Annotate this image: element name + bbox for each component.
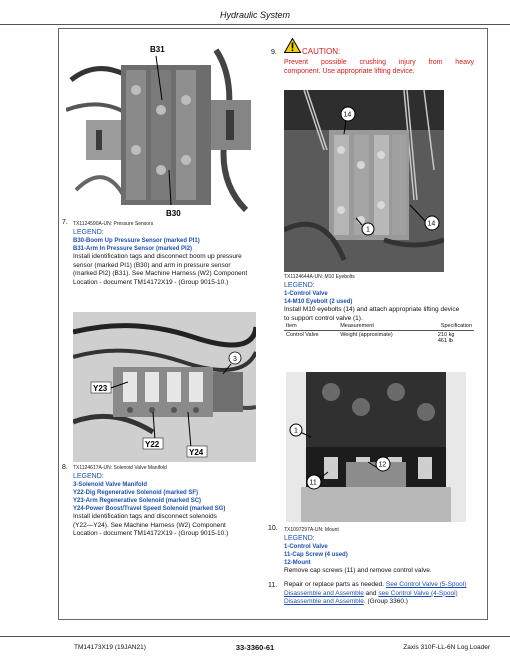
legend-item: 14-M10 Eyebolt (2 used) (284, 299, 353, 305)
step-7-line: Location - document TM14172X19 - (Group 9015-10.) (73, 278, 229, 286)
fig1-caption: TX1124590A-UN: Pressure Sensors (73, 221, 154, 227)
step-10-legend: LEGEND: (284, 535, 315, 542)
fig3-line: Install M10 eyebolts (14) and attach appropriate lifting device (284, 306, 460, 313)
spec-header-measurement: Measurement (338, 322, 422, 331)
step-8-line: Install identification tags and disconnect solenoids (73, 513, 217, 520)
footer-page-number: 33-3360-61 (235, 643, 275, 652)
callout-1: 1 (366, 226, 370, 234)
step-11-text: Repair or replace parts as needed. (284, 581, 385, 588)
step-8-legend: LEGEND: (73, 473, 104, 480)
callout-11: 11 (309, 479, 317, 487)
spec-header-specification: Specification (422, 322, 474, 331)
caution-line: Prevent possible crushing injury from heavy (284, 59, 474, 66)
caution-text (284, 58, 474, 76)
fig3-legend: LEGEND: (284, 282, 315, 289)
step-10-line: Remove cap screws (11) and remove control valve. (284, 567, 432, 574)
legend-item: 11-Cap Screw (4 used) (284, 552, 348, 558)
caution-line: component. Use appropriate lifting device. (284, 68, 415, 75)
footer-doc-id: TM14173X19 (19JAN21) (74, 644, 146, 651)
step-11-number: 11. (268, 582, 278, 589)
spec-header-item: Item (284, 322, 338, 331)
b30-label: B30 (166, 209, 181, 218)
fig3-caption: TX1124644A-UN: M10 Eyebolts (284, 274, 355, 280)
fig3-legend-block (284, 281, 479, 323)
step-7-line: Install identification tags and disconnect boom up pressure (73, 253, 242, 260)
legend-item: 1-Control Valve (284, 291, 328, 297)
step-9-number: 9. (271, 49, 277, 56)
footer-rule (0, 636, 510, 637)
legend-item: 1-Control Valve (284, 544, 328, 550)
pressure-sensors-photo (66, 40, 261, 220)
step-7-legend: LEGEND: (73, 229, 104, 236)
spec-value-lb: 461 lb (437, 338, 453, 344)
footer-model: Zaxis 310F-LL-6N Log Loader (403, 644, 490, 651)
callout-1-mount: 1 (294, 427, 298, 435)
step-8-number: 8. (62, 464, 68, 471)
fig2-caption: TX1124617A-UN: Solenoid Valve Manifold (73, 465, 167, 471)
callout-3: 3 (233, 356, 237, 363)
callout-14b: 14 (427, 220, 436, 228)
step-11-block (284, 581, 479, 607)
legend-item: B31-Arm In Pressure Sensor (marked PI2) (73, 246, 193, 252)
spec-item: Control Valve (286, 332, 319, 338)
spec-table (284, 322, 474, 345)
warning-icon (284, 38, 301, 58)
legend-item: 12-Mount (284, 560, 311, 566)
legend-item: Y24-Power Boost/Travel Speed Solenoid (marked SG) (73, 506, 226, 512)
control-valve-5-spool-link[interactable]: See Control Valve (5-Spool) Disassemble and Assemble (284, 581, 467, 597)
control-valve-4-spool-link[interactable]: see Control Valve (4-Spool) Disassemble and Assemble (284, 589, 458, 605)
legend-item: Y22-Dig Regenerative Solenoid (marked SF) (73, 490, 199, 496)
b31-label: B31 (150, 45, 165, 54)
caution-label: CAUTION: (302, 47, 341, 56)
y22-label: Y22 (145, 440, 160, 449)
legend-item: 3-Solenoid Valve Manifold (73, 482, 148, 488)
step-8-line: (Y22—Y24). See Machine Harness (W2) Component (73, 521, 226, 529)
step-7-line: (marked PI2) (B31). See Machine Harness (W2) Component (73, 270, 248, 277)
page-title: Hydraulic System (219, 10, 291, 20)
spec-value-kg: 210 kg (437, 332, 455, 338)
fig4-caption: TX1097297A-UN: Mount (284, 527, 339, 533)
step-7-line: sensor (marked PI1) (B30) and arm in pressure sensor (73, 261, 231, 269)
step-7-number: 7. (62, 219, 68, 226)
legend-item: Y23-Arm Regenerative Solenoid (marked SC) (73, 498, 202, 504)
step-11-and: and (365, 589, 377, 597)
step-8-block (73, 472, 263, 539)
step-7-block (73, 228, 263, 287)
header-rule (0, 24, 510, 25)
mount-photo (286, 372, 466, 522)
eyebolts-photo (284, 90, 444, 272)
fig3-line: to support control valve (1). (284, 314, 363, 322)
solenoid-manifold-photo (73, 312, 256, 462)
callout-12: 12 (378, 461, 387, 469)
spec-measurement: Weight (approximate) (340, 332, 393, 338)
y23-label: Y23 (93, 384, 108, 393)
callout-14a: 14 (343, 111, 352, 119)
y24-label: Y24 (189, 448, 204, 457)
step-10-block (284, 534, 479, 576)
step-8-line: Location - document TM14172X19 - (Group 9015-10.) (73, 530, 229, 537)
step-10-number: 10. (268, 525, 278, 532)
step-11-end: . (Group 3360.) (363, 598, 408, 605)
legend-item: B30-Boom Up Pressure Sensor (marked PI1) (73, 238, 200, 244)
